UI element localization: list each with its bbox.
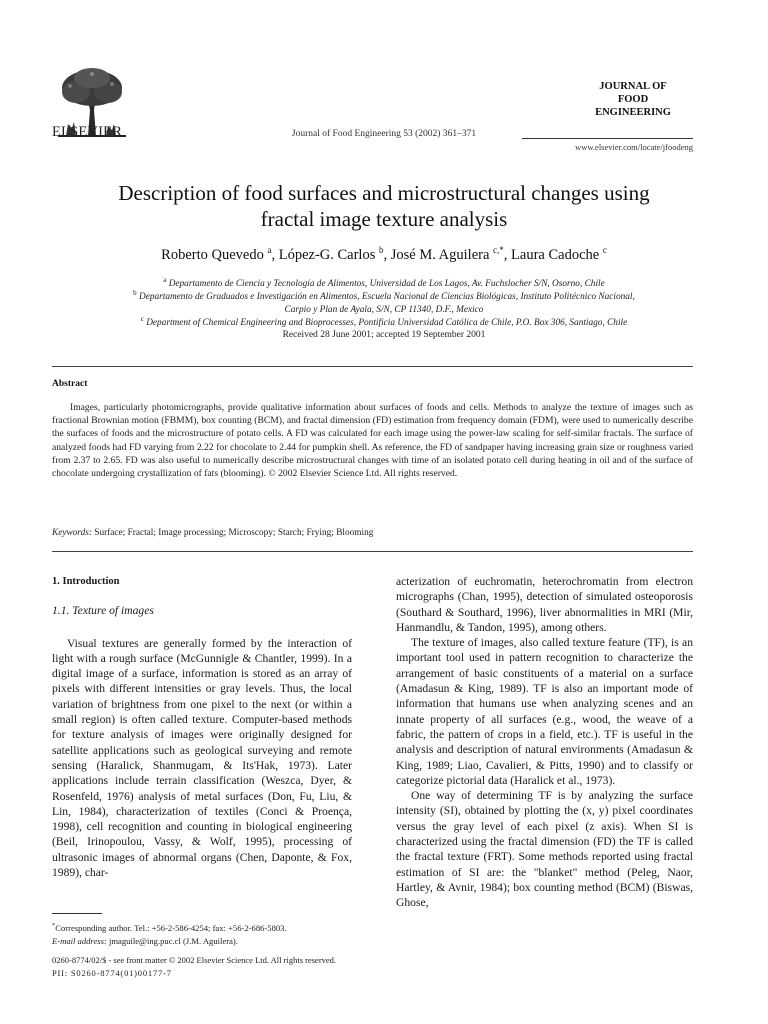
abstract-divider	[52, 366, 693, 367]
abstract-text: Images, particularly photomicrographs, provide qualitative information about surfaces of foods and cells. Methods to analyze the texture of images such as fractional Brownian motion (FBMM), box counting (BCM), and fractal dimension (FD) estimation from frequency domain (FDM), were used to numerically describe the surfaces of foods and the microstructure of potato cells. A FD was calculated for each image using the power-law scaling for self-similar fractals. The surface of analyzed foods had FD varying from 2.22 for chocolate to 2.44 for pumpkin shell. As reference, the FD of sandpaper having increasing grain size or roughness varied from 2.37 to 2.65. FD was also useful to numerically describe microstructural changes with time of an isolated potato cell during heating in oil and of the surface of chocolate undergoing crystallization of fats (blooming). © 2002 Elsevier Science Ltd. All rights reserved.	[52, 402, 693, 480]
publisher-name: ELSEVIER	[52, 124, 123, 140]
body-paragraph: One way of determining TF is by analyzing the surface intensity (SI), obtained by plotting the (x, y) pixel coordinates versus the gray level of each pixel (z axis). When SI is characterized using the fractal dimension (FD) the TF is called the fractal texture (FRT). Some methods reported using fractal estimation of SI are: the "blanket" method (Peleg, Naor, Hartley, & Avnir, 1984); box counting method (BCM) (Biswas, Ghose,	[396, 789, 693, 910]
keywords-divider	[52, 551, 693, 552]
body-paragraph: The texture of images, also called texture feature (TF), is an important tool used in pattern recognition to characterize the arrangement of basic constituents of a material on a surface (Amadasun & King, 1989). TF is also an important mode of information that humans use when analyzing scenes and an innate property of all surfaces (e.g., wood, the weave of a fabric, the pattern of crops in a field, etc.). TF is useful in the analysis and description of natural environments (Amadasun & King, 1989; Liao, Cavalieri, & Pitts, 1990) and to classify or categorize pictorial data (Haralick et al., 1973).	[396, 636, 693, 787]
affiliation-b: $^b$ Departamento de Graduados e Investigación en Alimentos, Escuela Nacional de Ciencias Biológicas, Instituto Politécnico Nacional, Carpio y Plan de Ayala, S/N, CP 11340, D.F., Mexico	[133, 289, 635, 316]
author-name: Laura Cadoche	[511, 246, 600, 263]
keywords-label: Keywords:	[52, 528, 92, 538]
journal-name-block: JOURNAL OF FOOD ENGINEERING	[595, 81, 671, 118]
paper-title: Description of food surfaces and microstructural changes using fractal image texture analysis	[118, 181, 650, 231]
subsection-heading: 1.1. Texture of images	[52, 604, 154, 618]
keywords	[52, 528, 693, 538]
abstract-heading: Abstract	[52, 379, 88, 389]
footnote-divider	[52, 913, 102, 914]
author-name: José M. Aguilera	[390, 246, 490, 263]
author-name: Roberto Quevedo	[161, 246, 264, 263]
received-dates: Received 28 June 2001; accepted 19 September 2001	[282, 330, 486, 340]
footnote: *Corresponding author. Tel.: +56-2-586-4254; fax: +56-2-686-5803. E-mail address: jmaguile@ing.puc.cl (J.M. Aguilera).	[52, 922, 287, 946]
keywords-list: Surface; Fractal; Image processing; Microscopy; Starch; Frying; Blooming	[94, 528, 374, 538]
author-name: López-G. Carlos	[278, 246, 376, 263]
copyright-block: 0260-8774/02/$ - see front matter © 2002 Elsevier Science Ltd. All rights reserved. PII: S0260-8774(01)00177-7	[52, 955, 337, 978]
email-link[interactable]: jmaguile@ing.puc.cl (J.M. Aguilera).	[108, 935, 238, 946]
section-heading: 1. Introduction	[52, 576, 120, 587]
body-right-column	[396, 574, 693, 911]
header-divider	[522, 138, 693, 139]
journal-citation: Journal of Food Engineering 53 (2002) 361–371	[291, 129, 477, 139]
body-left-column	[52, 574, 352, 880]
journal-url[interactable]: www.elsevier.com/locate/jfoodeng	[575, 142, 693, 152]
body-paragraph: Visual textures are generally formed by the interaction of light with a rough surface (McGunnigle & Chantler, 1999). In a digital image of a surface, information is stored as an array of pixels with different intensities or gray levels. Thus, the local variation of brightness from one pixel to the next (or within a small region) is often called texture. Computer-based methods for texture analysis of images were originally designed for satellite applications such as geological surveying and remote sensing (Haralick, Shanmugam, & Its'Hak, 1973). Later applications include terrain classification (Weszca, Dyer, & Rosenfeld, 1976) analysis of metal surfaces (Don, Fu, Liu, & Lin, 1984), characterization of textiles (Conci & Proença, 1998), cell recognition and counting in biological engineering (Beil, Irinopoulou, Vassy, & Wolf, 1995), processing of ultrasonic images of abnormal organs (Chen, Daponte, & Fox, 1989), char-	[52, 636, 352, 880]
author-list: Roberto Quevedo $^a$, López-G. Carlos $^b$, José M. Aguilera $^{c,*}$, Laura Cadoche $^c$	[161, 245, 607, 263]
affiliation-a: $^a$ Departamento de Ciencia y Tecnología de Alimentos, Universidad de Los Lagos, Av. Fuchslocher S/N, Osorno, Chile	[163, 276, 605, 290]
body-paragraph: acterization of euchromatin, heterochromatin from electron micrographs (Chan, 1995), detection of simulated osteoporosis (Southard & Southard, 1996), liver abnormalities in MRI (Mir, Hanmandlu, & Tandon, 1995), among others.	[396, 575, 693, 634]
affiliation-c: $^c$ Department of Chemical Engineering and Bioprocesses, Pontificia Universidad Católica de Chile, P.O. Box 306, Santiago, Chile	[140, 315, 628, 329]
